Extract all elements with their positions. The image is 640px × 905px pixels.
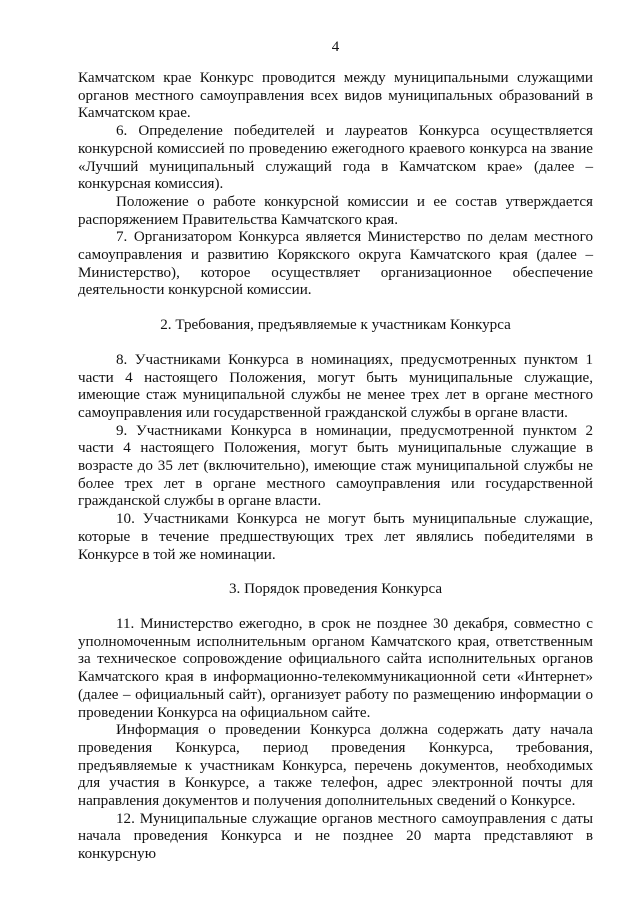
paragraph-item-7: 7. Организатором Конкурса является Министерство по делам местного самоуправления и развитию Корякского округа Камчатского края (далее – Министерство), которое осуществляет организационное обеспечение деятельности конкурсной комиссии.: [78, 229, 593, 299]
paragraph-commission-regulation: Положение о работе конкурсной комиссии и ее состав утверждается распоряжением Правительства Камчатского края.: [78, 193, 593, 228]
paragraph-item-10: 10. Участниками Конкурса не могут быть муниципальные служащие, которые в течение предшествующих трех лет являлись победителями в Конкурсе в той же номинации.: [78, 511, 593, 563]
paragraph-item-6: 6. Определение победителей и лауреатов Конкурса осуществляется конкурсной комиссией по проведению ежегодного краевого конкурса на звание «Лучший муниципальный служащий года в Камчатском крае» (далее – конкурсная комиссия).: [78, 123, 593, 193]
paragraph-item-11: 11. Министерство ежегодно, в срок не позднее 30 декабря, совместно с уполномоченным исполнительным органом Камчатского края, ответственным за техническое сопровождение официального сайта исполнительных органов Камчатского края в информационно-телекоммуникационной сети «Интернет» (далее – официальный сайт), организует работу по размещению информации о проведении Конкурса на официальном сайте.: [78, 615, 593, 721]
page-number: 4: [331, 39, 340, 55]
section-heading-requirements: 2. Требования, предъявляемые к участникам Конкурса: [160, 317, 511, 334]
paragraph-intro-continuation: Камчатском крае Конкурс проводится между муниципальными служащими органов местного самоуправления всех видов муниципальных образований в Камчатском крае.: [78, 70, 593, 122]
paragraph-announcement-content: Информация о проведении Конкурса должна содержать дату начала проведения Конкурса, период проведения Конкурса, требования, предъявляемые к участникам Конкурса, перечень документов, необходимых для участия в Конкурсе, а также телефон, адрес электронной почты для направления документов и получения дополнительных сведений о Конкурсе.: [78, 722, 593, 810]
paragraph-item-8: 8. Участниками Конкурса в номинациях, предусмотренных пунктом 1 части 4 настоящего Положения, могут быть муниципальные служащие, имеющие стаж муниципальной службы не менее трех лет в органе местного самоуправления или государственной гражданской службы в органе власти.: [78, 351, 593, 421]
paragraph-item-12: 12. Муниципальные служащие органов местного самоуправления с даты начала проведения Конкурса и не позднее 20 марта представляют в конкурсную: [78, 810, 593, 863]
section-heading-procedure: 3. Порядок проведения Конкурса: [228, 581, 443, 598]
paragraph-item-9: 9. Участниками Конкурса в номинации, предусмотренной пунктом 2 части 4 настоящего Положения, могут быть муниципальные служащие в возрасте до 35 лет (включительно), имеющие стаж муниципальной службы не более трех лет в органе местного самоуправления или государственной гражданской службы в органе власти.: [78, 422, 593, 510]
